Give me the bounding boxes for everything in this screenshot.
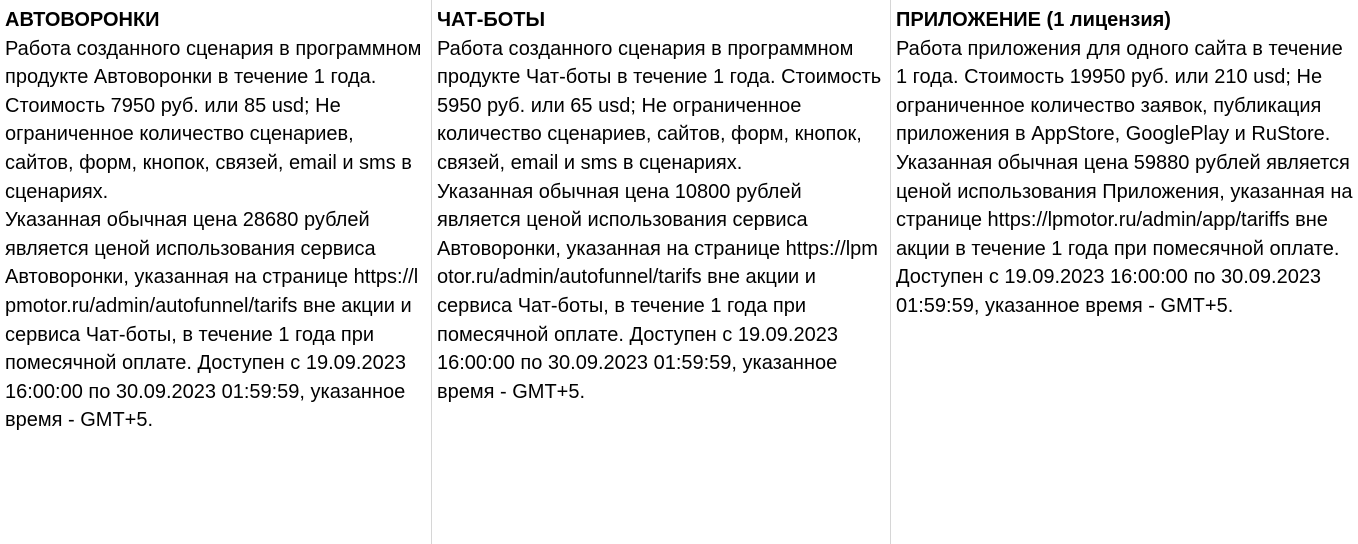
tariffs-page-url: https://lpmotor.ru/admin/app/tariffs	[987, 209, 1290, 232]
tariff-price-note	[5, 206, 427, 435]
tariff-price-note	[896, 149, 1354, 321]
tariff-description: Работа приложения для одного сайта в течение 1 года. Стоимость 19950 руб. или 210 usd; Не ограниченное количество заявок, публикация приложения в AppStore, GooglePlay и RuStore.	[896, 37, 1343, 146]
tariff-description: Работа созданного сценария в программном продукте Чат-боты в течение 1 года. Стоимость 5950 руб. или 65 usd; Не ограниченное количество сценариев, сайтов, форм, кнопок, связей, email и sms в сценариях.	[437, 37, 882, 174]
price-note-text: Указанная обычная цена 10800 рублей является ценой использования сервиса Автоворонки, указанная на странице	[437, 180, 808, 260]
price-note-text: вне акции и сервиса Чат-боты, в течение 1 года при помесячной оплате. Доступен с 19.09.2023 16:00:00 по 30.09.2023 01:59:59, указанное время - GMT+5.	[437, 266, 838, 403]
tariffs-page-url: https://lpmotor.ru/admin/autofunnel/tarifs	[5, 266, 419, 317]
tariff-column-chatbots	[432, 0, 891, 544]
tariff-title: АВТОВОРОНКИ	[5, 9, 160, 31]
tariff-description: Работа созданного сценария в программном продукте Автоворонки в течение 1 года. Стоимость 7950 руб. или 85 usd; Не ограниченное количество сценариев, сайтов, форм, кнопок, связей, email и sms в сценариях.	[5, 37, 422, 203]
tariff-title: ПРИЛОЖЕНИЕ (1 лицензия)	[896, 9, 1171, 31]
tariff-title: ЧАТ-БОТЫ	[437, 9, 546, 31]
price-note-text: Указанная обычная цена 28680 рублей является ценой использования сервиса Автоворонки, указанная на странице	[5, 209, 376, 289]
price-note-text: Указанная обычная цена 59880 рублей является ценой использования Приложения, указанная на странице	[896, 151, 1353, 232]
tariff-column-autofunnel	[0, 0, 432, 544]
price-note-text: вне акции в течение 1 года при помесячной оплате. Доступен с 19.09.2023 16:00:00 по 30.09.2023 01:59:59, указанное время - GMT+5.	[896, 209, 1340, 317]
tariff-column-app	[891, 0, 1358, 544]
tariffs-page-url: https://lpmotor.ru/admin/autofunnel/tarifs	[437, 237, 878, 289]
tariff-price-note	[437, 178, 886, 407]
price-note-text: вне акции и сервиса Чат-боты, в течение 1 года при помесячной оплате. Доступен с 19.09.2023 16:00:00 по 30.09.2023 01:59:59, указанное время - GMT+5.	[5, 294, 412, 432]
